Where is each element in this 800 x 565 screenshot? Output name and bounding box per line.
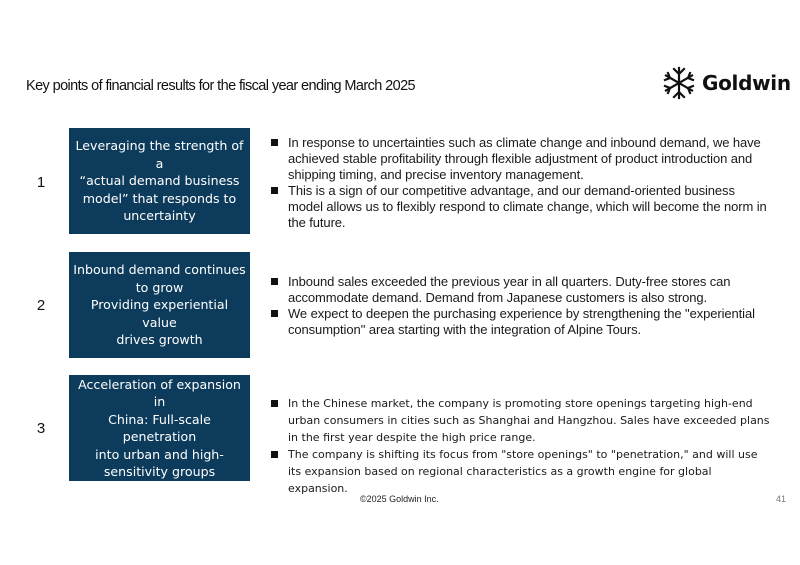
bullet-item [270, 183, 770, 231]
bullet-text: We expect to deepen the purchasing experience by strengthening the "experiential consumption'' area starting with the integration of Alpine Tours. [288, 306, 755, 337]
heading-line: Acceleration of expansion in [78, 376, 241, 409]
bullet-text: The company is shifting its focus from "store openings" to "penetration," and will use its expansion based on regional characteristics as a growth engine for global expansion. [288, 448, 758, 495]
heading-line: to grow [135, 279, 184, 295]
point-number: 1 [36, 174, 46, 191]
bullet-item [270, 446, 770, 497]
heading-line: drives growth [116, 332, 203, 348]
copyright-footer: ©2025 Goldwin Inc. [360, 494, 439, 504]
point-heading-box [69, 375, 250, 481]
bullet-text: Inbound sales exceeded the previous year in all quarters. Duty-free stores can accommodate demand. Demand from Japanese customers is also strong. [288, 274, 731, 305]
goldwin-logo [662, 66, 791, 100]
point-heading-box [69, 252, 250, 358]
page-number: 41 [776, 494, 787, 504]
heading-line: into urban and high- [95, 446, 224, 462]
heading-line: Inbound demand continues [73, 262, 246, 278]
bullet-text: This is a sign of our competitive advantage, and our demand-oriented business model allows us to flexibly respond to climate change, which will become the norm in the future. [288, 183, 767, 230]
point-bullet-list [270, 395, 770, 497]
bullet-square-icon [271, 139, 278, 146]
bullet-item [270, 306, 770, 338]
point-heading [73, 261, 246, 349]
bullet-item [270, 274, 770, 306]
logo-wordmark: Goldwin [702, 71, 791, 95]
heading-line: model” that responds to [82, 190, 237, 206]
bullet-square-icon [271, 187, 278, 194]
heading-line: China: Full-scale penetration [108, 411, 211, 444]
point-heading [73, 137, 246, 225]
slide-title: Key points of financial results for the fiscal year ending March 2025 [26, 78, 415, 94]
point-heading [73, 376, 246, 481]
goldwin-snowflake-icon [662, 66, 696, 100]
point-bullet-list [270, 274, 770, 338]
point-bullet-list [270, 135, 770, 231]
bullet-square-icon [271, 400, 278, 407]
heading-line: sensitivity groups [103, 464, 216, 479]
bullet-square-icon [271, 451, 278, 458]
heading-line: Providing experiential value [90, 297, 229, 330]
point-number: 3 [36, 420, 46, 437]
point-number: 2 [36, 297, 46, 314]
point-heading-box [69, 128, 250, 234]
bullet-text: In the Chinese market, the company is promoting store openings targeting high-end urban consumers in cities such as Shanghai and Hangzhou. Sales have exceeded plans in the first year despite the high price range. [288, 397, 770, 444]
bullet-square-icon [271, 278, 278, 285]
bullet-item [270, 395, 770, 446]
bullet-text: In response to uncertainties such as climate change and inbound demand, we have achieved stable profitability through flexible adjustment of product introduction and shipping timing, and precise inventory management. [288, 135, 761, 182]
heading-line: “actual demand business [79, 173, 240, 189]
heading-line: uncertainty [123, 208, 196, 224]
bullet-item [270, 135, 770, 183]
bullet-square-icon [271, 310, 278, 317]
heading-line: Leveraging the strength of a [75, 138, 244, 171]
